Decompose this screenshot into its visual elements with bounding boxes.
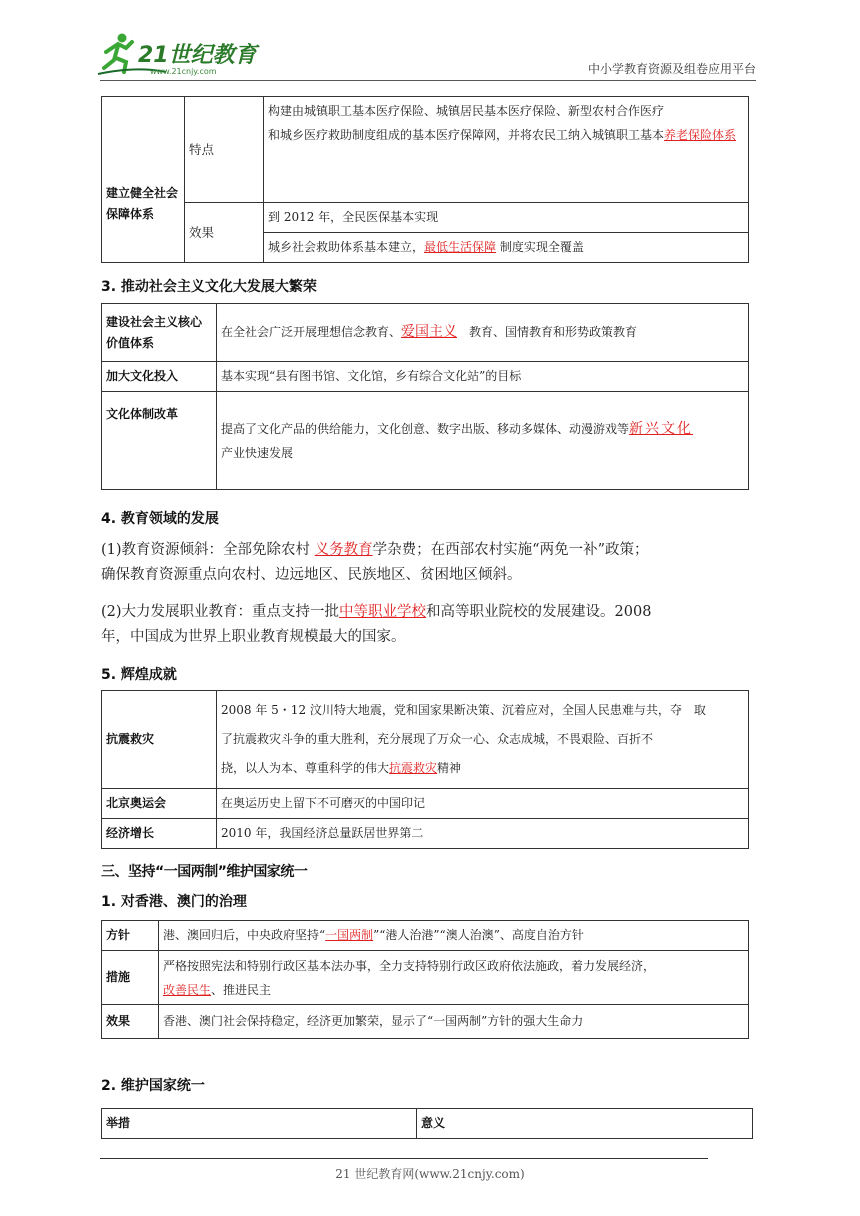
effect-cell-1: 到 2012 年，全民医保基本实现: [264, 203, 749, 233]
section-5-title: 5. 辉煌成就: [101, 667, 177, 683]
culture-row-label: 加大文化投入: [102, 362, 217, 392]
hk-macau-subtitle: 1. 对香港、澳门的治理: [101, 894, 247, 910]
unity-subtitle: 2. 维护国家统一: [101, 1078, 205, 1094]
achievement-text: 2010 年，我国经济总量跃居世界第二: [217, 819, 749, 849]
policy-label: 措施: [102, 951, 159, 1005]
achievement-label: 经济增长: [102, 819, 217, 849]
row-label: 建立健全社会保障体系: [102, 97, 185, 263]
culture-row-label: 文化体制改革: [102, 392, 217, 490]
achievement-label: 抗震救灾: [102, 691, 217, 789]
footer-text: 21 世纪教育网(www.21cnjy.com): [335, 1167, 525, 1181]
site-logo: [96, 30, 266, 78]
feature-cell: 构建由城镇职工基本医疗保险、城镇居民基本医疗保险、新型农村合作医疗 和城乡医疗救助制度组成的基本医疗保障网，并将农民工纳入城镇职工基本养老保险体系: [264, 97, 749, 203]
significance-header: 意义: [417, 1109, 753, 1139]
feature-label: 特点: [185, 97, 264, 203]
policy-label: 方针: [102, 921, 159, 951]
footer-divider: [100, 1158, 708, 1159]
education-paragraph-2: (2)大力发展职业教育：重点支持一批中等职业学校和高等职业院校的发展建设。2008 年，中国成为世界上职业教育规模最大的国家。: [101, 604, 652, 645]
policy-text: 香港、澳门社会保持稳定，经济更加繁荣，显示了“一国两制”方针的强大生命力: [159, 1005, 749, 1039]
culture-row-label: 建设社会主义核心价值体系: [102, 304, 217, 362]
policy-text: 港、澳回归后，中央政府坚持“一国两制”“港人治港”“澳人治澳”、高度自治方针: [159, 921, 749, 951]
section-4-title: 4. 教育领域的发展: [101, 511, 219, 527]
culture-row-text: 提高了文化产品的供给能力，文化创意、数字出版、移动多媒体、动漫游戏等新兴文化 产业快速发展: [217, 392, 749, 490]
effect-label: 效果: [185, 203, 264, 263]
culture-table: [101, 303, 749, 490]
platform-name: 中小学教育资源及组卷应用平台: [587, 62, 756, 76]
achievements-table: [101, 690, 749, 849]
achievement-label: 北京奥运会: [102, 789, 217, 819]
social-security-table: [101, 96, 749, 263]
culture-row-text: 基本实现“县有图书馆、文化馆，乡有综合文化站”的目标: [217, 362, 749, 392]
achievement-text: 2008 年 5・12 汶川特大地震，党和国家果断决策、沉着应对，全国人民患难与共，夺 取 了抗震救灾斗争的重大胜利，充分展现了万众一心、众志成城，不畏艰险、百折不 挠，以人为本、尊重科学的伟大抗震救灾精神: [217, 691, 749, 789]
effect-cell-2: 城乡社会救助体系基本建立，最低生活保障 制度实现全覆盖: [264, 233, 749, 263]
measures-header: 举措: [102, 1109, 417, 1139]
svg-text:21世纪教育: 21世纪教育: [138, 43, 257, 68]
culture-row-text: 在全社会广泛开展理想信念教育、爱国主义 教育、国情教育和形势政策教育: [217, 304, 749, 362]
policy-text: 严格按照宪法和特别行政区基本法办事，全力支持特别行政区政府依法施政，着力发展经济， 改善民生、推进民主: [159, 951, 749, 1005]
achievement-text: 在奥运历史上留下不可磨灭的中国印记: [217, 789, 749, 819]
section-3-title: 3. 推动社会主义文化大发展大繁荣: [101, 279, 317, 295]
svg-text:www.21cnjy.com: www.21cnjy.com: [150, 67, 217, 76]
part-three-title: 三、坚持“一国两制”维护国家统一: [101, 864, 308, 880]
header-divider: [100, 80, 756, 81]
hk-macau-table: [101, 920, 749, 1039]
policy-label: 效果: [102, 1005, 159, 1039]
unity-table: [101, 1108, 753, 1139]
education-paragraph-1: (1)教育资源倾斜：全部免除农村 义务教育学杂费；在西部农村实施“两免一补”政策； 确保教育资源重点向农村、边远地区、民族地区、贫困地区倾斜。: [101, 542, 649, 583]
